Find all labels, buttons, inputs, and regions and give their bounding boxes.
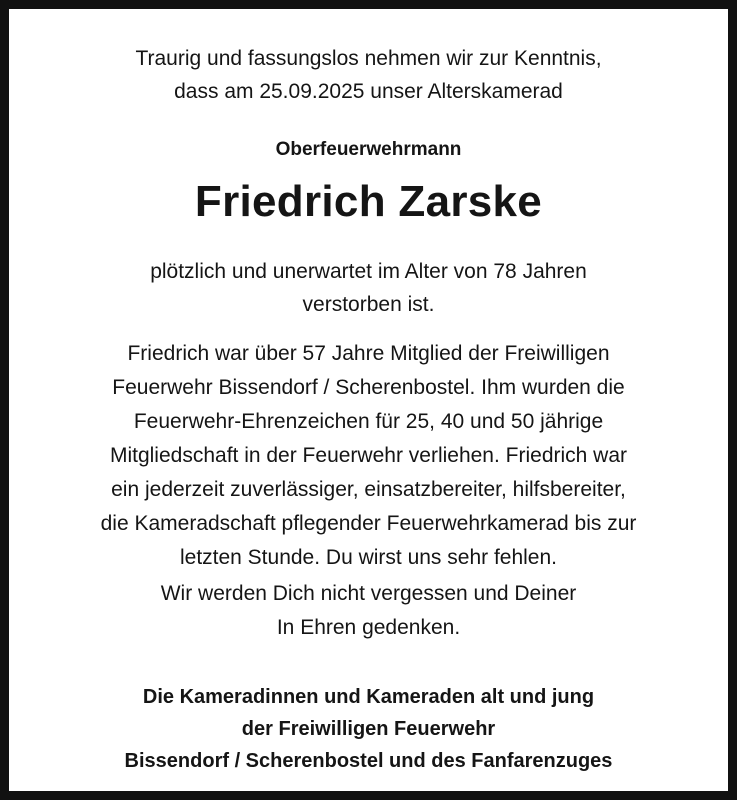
signature-line-2: der Freiwilligen Feuerwehr	[241, 718, 496, 740]
tribute-line-5: ein jederzeit zuverlässiger, einsatzbereiter, hilfsbereiter,	[111, 478, 626, 501]
tribute-line-2: Feuerwehr Bissendorf / Scherenbostel. Ihm wurden die	[112, 376, 625, 399]
tribute-line-1: Friedrich war über 57 Jahre Mitglied der Freiwilligen	[127, 342, 610, 365]
intro-line-2: dass am 25.09.2025 unser Alterskamerad	[174, 80, 563, 103]
signature-line-1: Die Kameradinnen und Kameraden alt und jung	[142, 686, 595, 708]
deceased-name: Friedrich Zarske	[194, 177, 543, 226]
tribute-line-7: letzten Stunde. Du wirst uns sehr fehlen.	[179, 546, 558, 569]
remembrance-line-2: In Ehren gedenken.	[276, 616, 461, 639]
tribute-line-4: Mitgliedschaft in der Feuerwehr verliehen. Friedrich war	[109, 444, 628, 467]
remembrance-line-1: Wir werden Dich nicht vergessen und Deiner	[160, 582, 577, 605]
signature-line-3: Bissendorf / Scherenbostel und des Fanfarenzuges	[124, 750, 613, 772]
intro-line-1: Traurig und fassungslos nehmen wir zur Kenntnis,	[135, 47, 602, 70]
deceased-rank: Oberfeuerwehrmann	[275, 139, 462, 160]
tribute-line-3: Feuerwehr-Ehrenzeichen für 25, 40 und 50 jährige	[133, 410, 604, 433]
tribute-line-6: die Kameradschaft pflegender Feuerwehrkamerad bis zur	[100, 512, 637, 535]
death-line-1: plötzlich und unerwartet im Alter von 78 Jahren	[150, 260, 587, 283]
death-line-2: verstorben ist.	[302, 293, 435, 316]
